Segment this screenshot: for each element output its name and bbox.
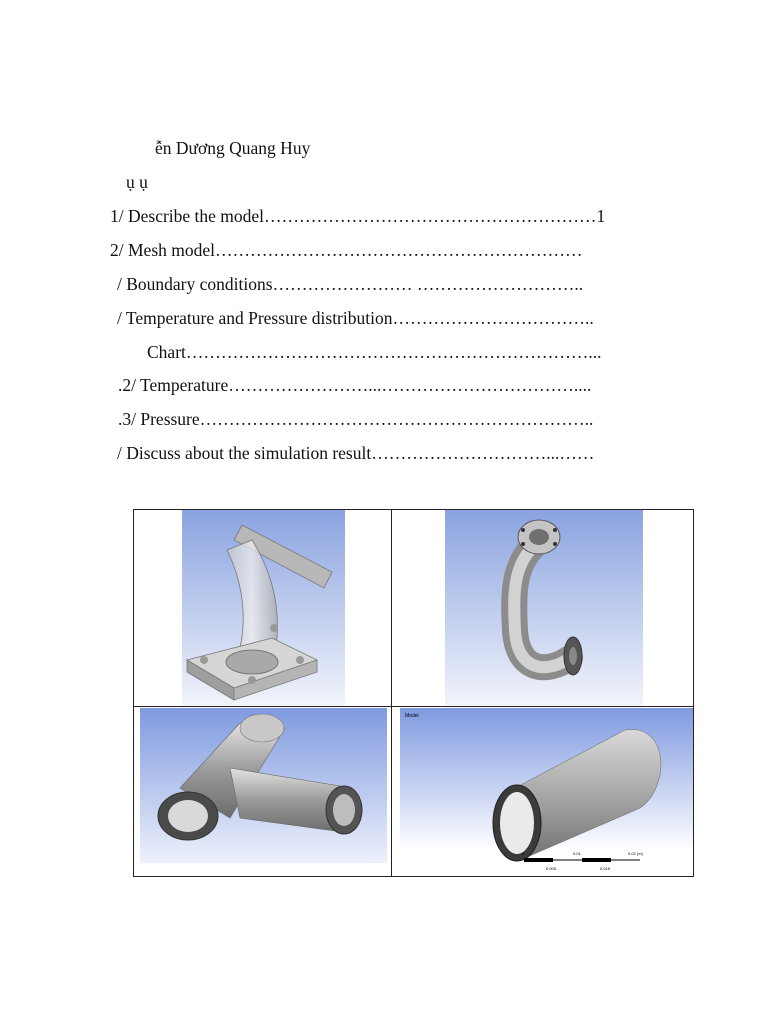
toc-item-5: Chart……………………………………………………………... [147,342,602,362]
scale-tick-0: 0 [522,851,525,856]
grid-vertical-divider [391,509,392,877]
bent-flange-pipe-render [182,510,345,706]
toc-item-6: .2/ Temperature……………………...…………………………….... [118,375,592,395]
scale-tick-002: 0.02 (m) [628,851,643,856]
s-bend-pipe-render [445,510,643,706]
toc-item-4: / Temperature and Pressure distribution…………………………….. [117,308,594,328]
author-line: ễn Dương Quang Huy [155,138,311,158]
model-label: Model [405,713,419,719]
oval-duct-render [400,708,693,876]
toc-item-2: 2/ Mesh model……………………………………………………… [110,240,583,260]
scale-tick-001: 0.01 [573,851,581,856]
toc-item-3: / Boundary conditions…………………… ……………………….. [117,274,584,294]
grid-horizontal-divider [133,706,694,707]
scale-tick-0005: 0.005 [546,866,557,871]
toc-heading: ụ ụ [126,172,148,192]
toc-item-7: .3/ Pressure………………………………………………………….. [118,409,594,429]
scale-tick-0015: 0.015 [600,866,611,871]
toc-item-1: 1/ Describe the model…………………………………………………1 [110,206,606,226]
toc-item-8: / Discuss about the simulation result…………………………...…… [117,443,595,463]
t-junction-pipe-render [140,708,387,863]
